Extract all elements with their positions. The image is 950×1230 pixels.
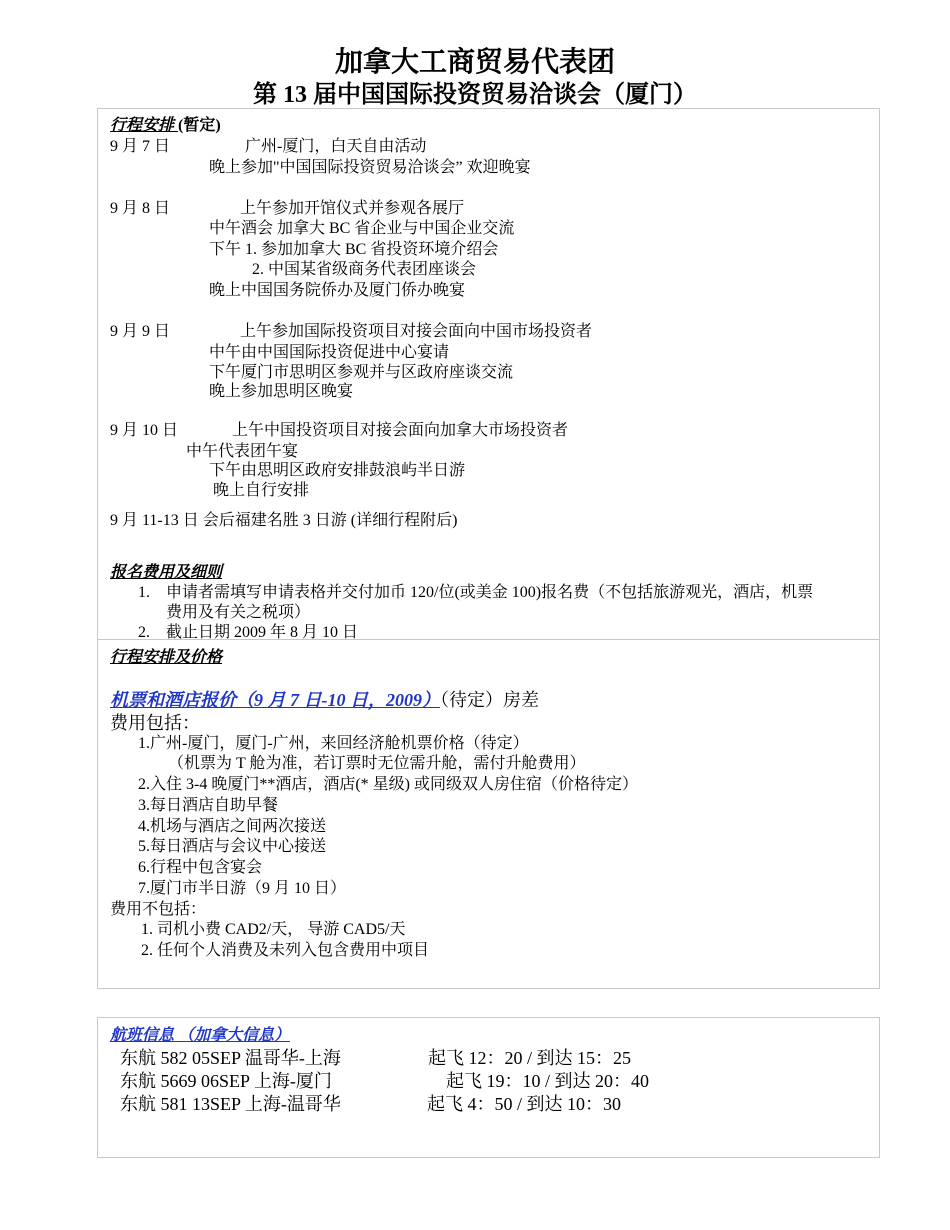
document-title: 加拿大工商贸易代表团 xyxy=(334,47,615,78)
itinerary-heading: 行程安排 xyxy=(110,117,179,134)
day-activity: 中午酒会 加拿大 BC 省企业与中国企业交流 xyxy=(209,220,515,237)
price-quote-row xyxy=(110,690,539,710)
pricing-heading: 行程安排及价格 xyxy=(110,649,223,666)
includes-item: 6.行程中包含宴会 xyxy=(138,859,263,876)
flight-times: 起飞 12：20 / 到达 15：25 xyxy=(428,1048,632,1068)
day-activity: 上午参加国际投资项目对接会面向中国市场投资者 xyxy=(240,323,593,340)
excludes-item: 1. 司机小费 CAD2/天， 导游 CAD5/天 xyxy=(141,921,406,938)
day-activity: 晚上自行安排 xyxy=(213,482,310,499)
day-activity: 上午参加开馆仪式并参观各展厅 xyxy=(240,200,465,217)
flight-section xyxy=(97,1017,880,1158)
flight-info: 东航 5669 06SEP 上海-厦门 xyxy=(120,1071,332,1091)
day-activity: 下午 1. 参加加拿大 BC 省投资环境介绍会 xyxy=(209,241,499,258)
day-activity: 晚上参加"中国国际投资贸易洽谈会” 欢迎晚宴 xyxy=(209,159,531,176)
registration-item-text: 费用及有关之税项） xyxy=(166,604,311,621)
tour-line: 9 月 11-13 日 会后福建名胜 3 日游 (详细行程附后) xyxy=(110,512,458,529)
flight-info: 东航 581 13SEP 上海-温哥华 xyxy=(120,1094,341,1114)
registration-item-text: 申请者需填写申请表格并交付加币 120/位(或美金 100)报名费（不包括旅游观光，酒店，机票 xyxy=(166,584,814,601)
day-activity: 晚上中国国务院侨办及厦门侨办晚宴 xyxy=(209,282,466,299)
flight-info: 东航 582 05SEP 温哥华-上海 xyxy=(120,1048,341,1068)
registration-item-number: 1. xyxy=(138,584,150,601)
day-activity: 下午由思明区政府安排鼓浪屿半日游 xyxy=(209,462,466,479)
price-quote-link[interactable]: 机票和酒店报价（9 月 7 日-10 日，2009） xyxy=(110,690,440,710)
includes-item: 5.每日酒店与会议中心接送 xyxy=(138,838,327,855)
day-activity: 广州-厦门，白天自由活动 xyxy=(245,138,427,155)
day-activity: 晚上参加思明区晚宴 xyxy=(209,383,354,400)
day-activity: 下午厦门市思明区参观并与区政府座谈交流 xyxy=(209,364,514,381)
day-activity: 2. 中国某省级商务代表团座谈会 xyxy=(252,261,477,278)
price-quote-note: （待定）房差 xyxy=(440,690,539,710)
registration-heading: 报名费用及细则 xyxy=(110,564,223,581)
includes-item: 7.厦门市半日游（9 月 10 日） xyxy=(138,880,347,897)
includes-item: 4.机场与酒店之间两次接送 xyxy=(138,818,327,835)
includes-item: （机票为 T 舱为准，若订票时无位需升舱，需付升舱费用） xyxy=(168,755,586,772)
flight-times: 起飞 19：10 / 到达 20：40 xyxy=(446,1071,650,1091)
includes-item: 3.每日酒店自助早餐 xyxy=(138,797,279,814)
flight-times: 起飞 4：50 / 到达 10：30 xyxy=(427,1094,622,1114)
day-activity: 上午中国投资项目对接会面向加拿大市场投资者 xyxy=(232,422,569,439)
itinerary-heading-row xyxy=(110,116,221,136)
registration-item-text: 截止日期 2009 年 8 月 10 日 xyxy=(166,624,359,640)
day-date: 9 月 8 日 xyxy=(110,200,171,217)
day-date: 9 月 7 日 xyxy=(110,138,171,155)
excludes-label: 费用不包括： xyxy=(110,901,207,918)
day-date: 9 月 9 日 xyxy=(110,323,171,340)
includes-item: 1.广州-厦门，厦门-广州，来回经济舱机票价格（待定） xyxy=(138,735,529,752)
day-activity: 中午代表团午宴 xyxy=(186,443,299,460)
includes-label: 费用包括： xyxy=(110,713,200,733)
excludes-item: 2. 任何个人消费及未列入包含费用中项目 xyxy=(141,942,430,959)
document-subtitle: 第 13 届中国国际投资贸易洽谈会（厦门） xyxy=(253,82,697,108)
itinerary-section xyxy=(97,108,880,640)
flight-heading[interactable]: 航班信息 （加拿大信息） xyxy=(110,1027,291,1044)
day-activity: 中午由中国国际投资促进中心宴请 xyxy=(209,344,450,361)
itinerary-heading-note: (暂定) xyxy=(178,117,221,134)
includes-item: 2.入住 3-4 晚厦门**酒店，酒店(* 星级) 或同级双人房住宿（价格待定） xyxy=(138,776,638,793)
day-date: 9 月 10 日 xyxy=(110,422,179,439)
pricing-section xyxy=(97,639,880,989)
registration-item-number: 2. xyxy=(138,624,150,640)
